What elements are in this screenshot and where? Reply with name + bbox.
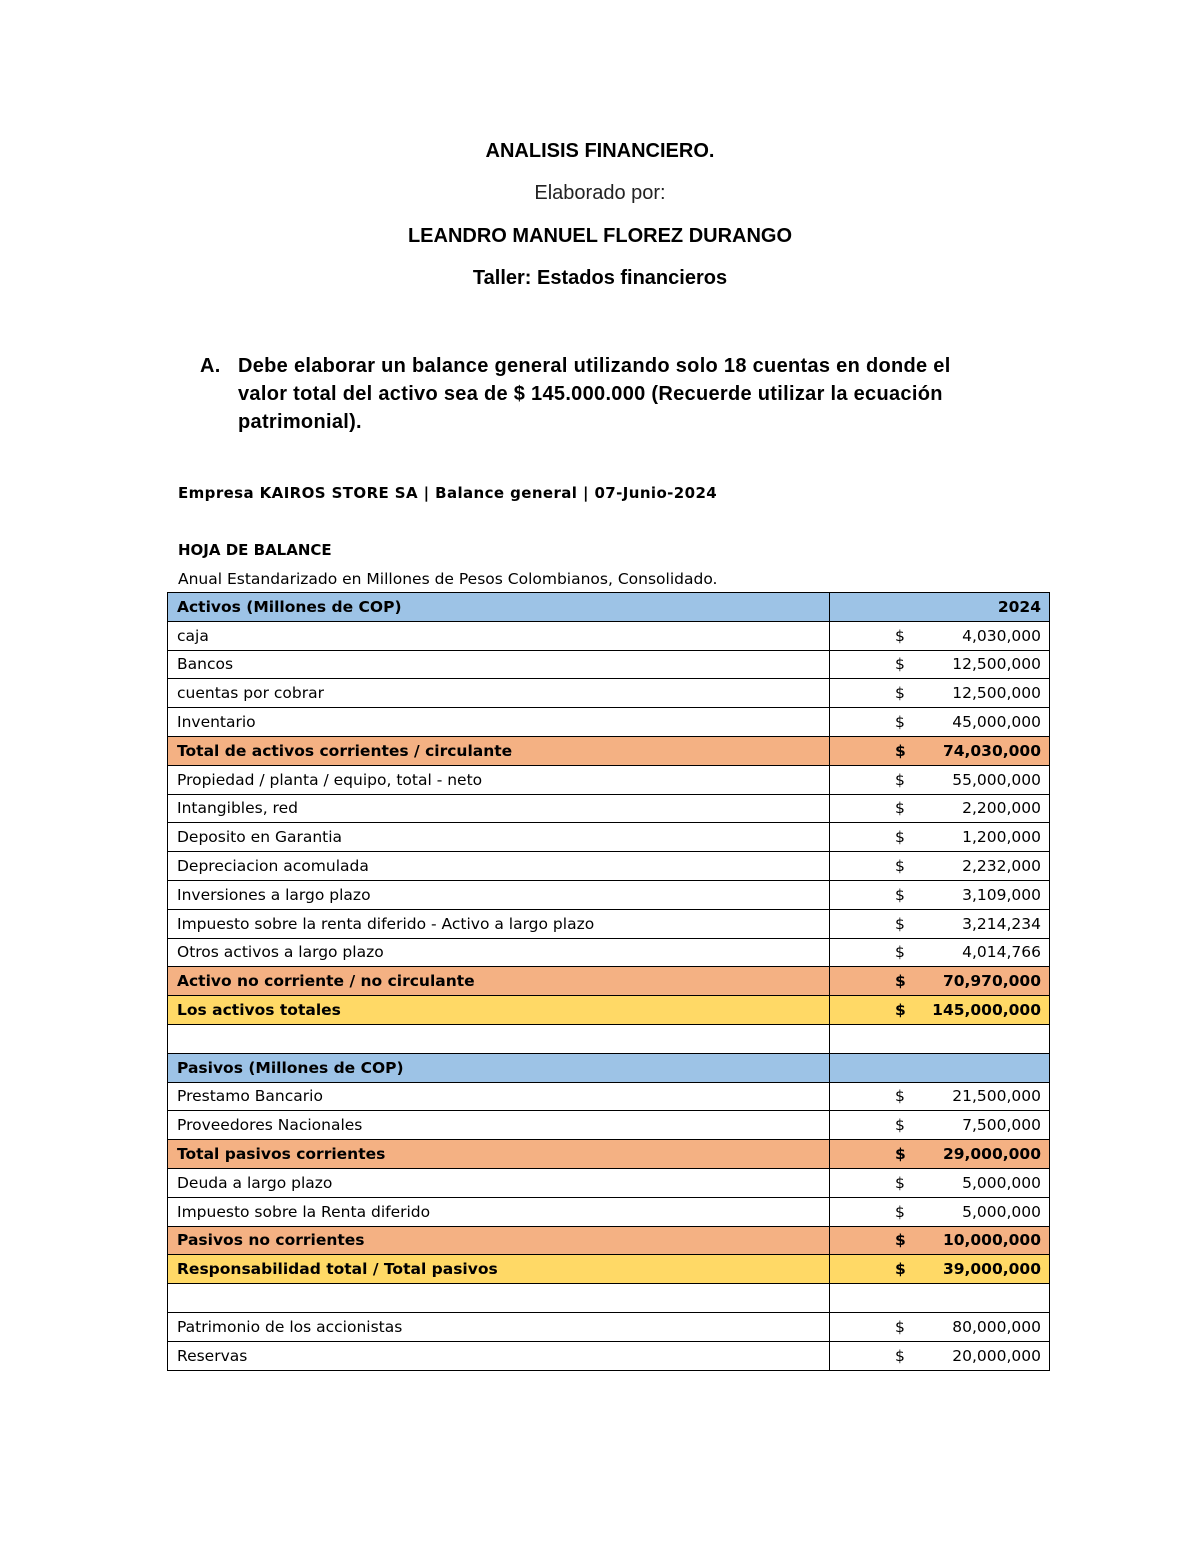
row-label: Otros activos a largo plazo [168, 938, 830, 967]
row-value: 12,500,000 [952, 655, 1041, 674]
currency-sign: $ [895, 1087, 905, 1106]
row-value: 145,000,000 [932, 1001, 1041, 1020]
row-value: 4,014,766 [962, 943, 1041, 962]
currency-sign: $ [895, 770, 905, 789]
table-row [168, 1312, 1050, 1341]
table-row [168, 650, 1050, 679]
row-value: 4,030,000 [962, 626, 1041, 645]
currency-sign: $ [895, 1173, 905, 1192]
prepared-by-label: Elaborado por: [534, 182, 666, 204]
table-row [168, 1111, 1050, 1140]
balance-table [167, 592, 1050, 1371]
table-row [168, 880, 1050, 909]
row-value: 39,000,000 [942, 1260, 1041, 1279]
row-value: 80,000,000 [952, 1317, 1041, 1336]
task-item [200, 352, 1000, 436]
currency-sign: $ [895, 1260, 906, 1279]
row-value: 55,000,000 [952, 770, 1041, 789]
row-value: 5,000,000 [962, 1173, 1041, 1192]
empty-row [168, 1284, 1050, 1313]
sheet-subtitle: Anual Estandarizado en Millones de Pesos Colombianos, Consolidado. [178, 570, 718, 588]
table-row [168, 679, 1050, 708]
total-row [168, 1255, 1050, 1284]
currency-sign: $ [895, 943, 905, 962]
table-row [168, 909, 1050, 938]
row-label: Total pasivos corrientes [168, 1140, 830, 1169]
row-label: Impuesto sobre la Renta diferido [168, 1197, 830, 1226]
table-row [168, 1197, 1050, 1226]
row-value: 3,109,000 [962, 885, 1041, 904]
currency-sign: $ [895, 972, 906, 991]
subtotal-row [168, 1226, 1050, 1255]
table-row [168, 1082, 1050, 1111]
row-label: cuentas por cobrar [168, 679, 830, 708]
currency-sign: $ [895, 1317, 905, 1336]
row-value: 45,000,000 [952, 713, 1041, 732]
row-value: 2,232,000 [962, 857, 1041, 876]
row-label: Inventario [168, 708, 830, 737]
row-label: Impuesto sobre la renta diferido - Activo a largo plazo [168, 909, 830, 938]
row-label: caja [168, 621, 830, 650]
row-value: 10,000,000 [942, 1231, 1041, 1250]
currency-sign: $ [895, 1116, 905, 1135]
liabilities-header-label: Pasivos (Millones de COP) [168, 1053, 830, 1082]
row-label: Intangibles, red [168, 794, 830, 823]
row-value: 12,500,000 [952, 684, 1041, 703]
row-value: 70,970,000 [942, 972, 1041, 991]
row-label: Bancos [168, 650, 830, 679]
row-value: 1,200,000 [962, 828, 1041, 847]
currency-sign: $ [895, 828, 905, 847]
sheet-title: HOJA DE BALANCE [178, 541, 332, 559]
year-header: 2024 [830, 593, 1050, 622]
row-label: Los activos totales [168, 996, 830, 1025]
currency-sign: $ [895, 857, 905, 876]
row-label: Proveedores Nacionales [168, 1111, 830, 1140]
row-label: Reservas [168, 1341, 830, 1370]
table-row [168, 1341, 1050, 1370]
row-value: 29,000,000 [942, 1145, 1041, 1164]
table-row [168, 823, 1050, 852]
currency-sign: $ [895, 741, 906, 760]
table-row [168, 708, 1050, 737]
row-value: 2,200,000 [962, 799, 1041, 818]
row-label: Deposito en Garantia [168, 823, 830, 852]
row-label: Depreciacion acomulada [168, 852, 830, 881]
row-label: Pasivos no corrientes [168, 1226, 830, 1255]
row-value: 21,500,000 [952, 1087, 1041, 1106]
total-row [168, 996, 1050, 1025]
empty-row [168, 1024, 1050, 1053]
currency-sign: $ [895, 1202, 905, 1221]
currency-sign: $ [895, 914, 905, 933]
liabilities-header-row [168, 1053, 1050, 1082]
subtotal-row [168, 967, 1050, 996]
table-row [168, 794, 1050, 823]
row-value: 3,214,234 [962, 914, 1041, 933]
currency-sign: $ [895, 885, 905, 904]
currency-sign: $ [895, 626, 905, 645]
row-value: 7,500,000 [962, 1116, 1041, 1135]
document-title: ANALISIS FINANCIERO. [485, 140, 715, 162]
row-value: 5,000,000 [962, 1202, 1041, 1221]
subtotal-row [168, 736, 1050, 765]
company-line: Empresa KAIROS STORE SA | Balance general | 07-Junio-2024 [178, 484, 718, 502]
table-row [168, 938, 1050, 967]
currency-sign: $ [895, 684, 905, 703]
task-text: Debe elaborar un balance general utilizando solo 18 cuentas en donde el valor total del activo sea de $ 145.000.000 (Recuerde utilizar la ecuación patrimonial). [238, 355, 951, 433]
subtotal-row [168, 1140, 1050, 1169]
currency-sign: $ [895, 1145, 906, 1164]
row-label: Deuda a largo plazo [168, 1168, 830, 1197]
assets-header-label: Activos (Millones de COP) [168, 593, 830, 622]
currency-sign: $ [895, 1346, 905, 1365]
row-value: 74,030,000 [942, 741, 1041, 760]
workshop-title: Taller: Estados financieros [472, 267, 728, 289]
currency-sign: $ [895, 1231, 906, 1250]
currency-sign: $ [895, 713, 905, 732]
row-label: Propiedad / planta / equipo, total - neto [168, 765, 830, 794]
author-name: LEANDRO MANUEL FLOREZ DURANGO [407, 225, 793, 247]
table-row [168, 621, 1050, 650]
row-label: Activo no corriente / no circulante [168, 967, 830, 996]
assets-header-row [168, 593, 1050, 622]
row-label: Patrimonio de los accionistas [168, 1312, 830, 1341]
row-label: Prestamo Bancario [168, 1082, 830, 1111]
row-label: Responsabilidad total / Total pasivos [168, 1255, 830, 1284]
table-row [168, 852, 1050, 881]
table-row [168, 765, 1050, 794]
currency-sign: $ [895, 799, 905, 818]
table-row [168, 1168, 1050, 1197]
row-label: Inversiones a largo plazo [168, 880, 830, 909]
currency-sign: $ [895, 1001, 906, 1020]
currency-sign: $ [895, 655, 905, 674]
task-label: A. [200, 355, 221, 377]
row-label: Total de activos corrientes / circulante [168, 736, 830, 765]
row-value: 20,000,000 [952, 1346, 1041, 1365]
